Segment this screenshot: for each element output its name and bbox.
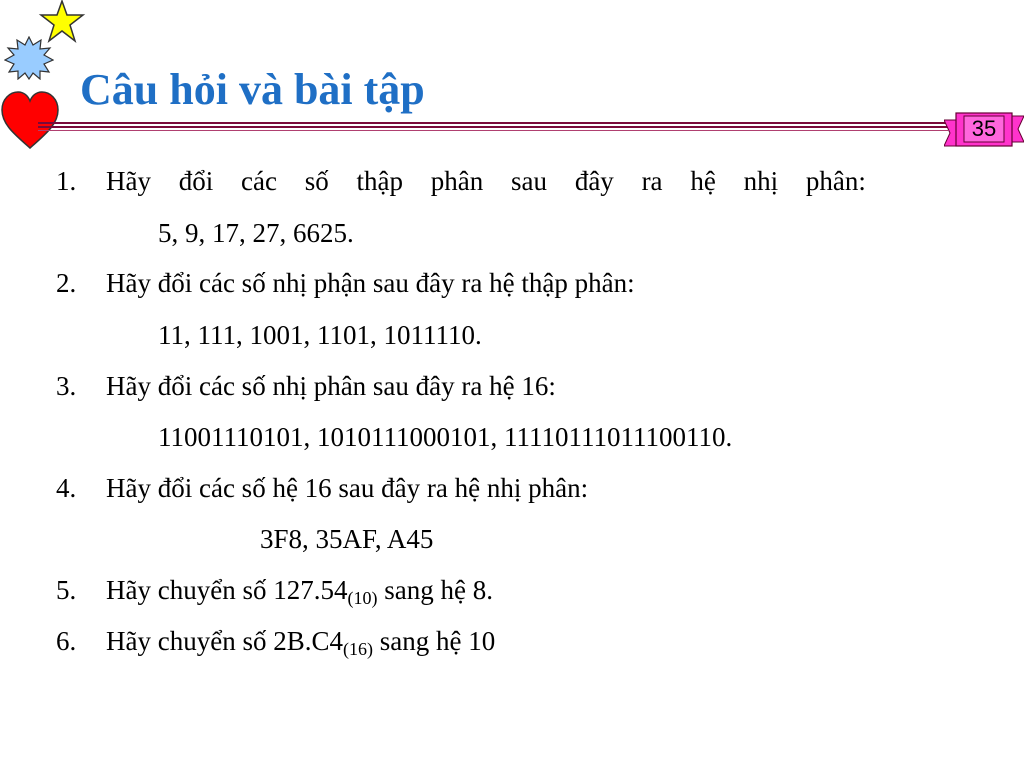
question-word: số [304,166,329,196]
question-text: Hãy đổi các số hệ 16 sau đây ra hệ nhị phân: [106,473,589,503]
question-number: 4. [56,473,77,503]
question-word: hệ [690,166,716,196]
question-text-end: sang hệ 10 [372,626,496,656]
question-word: sau [511,166,548,196]
question-word: phân: [805,166,866,196]
title-divider [38,122,948,131]
question-2-values: 11, 111, 1001, 1101, 1011110. [158,320,482,350]
question-number: 3. [56,371,77,401]
burst-icon [4,36,54,80]
question-text: Hãy đổi các số nhị phận sau đây ra hệ thập phân: [106,268,635,298]
question-4 [56,473,588,504]
base-subscript: (16) [342,639,373,659]
question-3 [56,371,556,402]
question-6 [56,626,495,657]
question-word: các [241,166,277,196]
question-number: 1. [56,166,77,196]
question-word: đây [574,166,614,196]
question-text: Hãy chuyển số 2B.C4 [106,626,343,656]
base-subscript: (10) [347,588,378,608]
question-number: 6. [56,626,77,656]
question-text: Hãy chuyển số 127.54 [106,575,348,605]
question-word: phân [430,166,484,196]
question-3-values: 11001110101, 1010111000101, 11110111011100110. [158,422,733,452]
question-2 [56,268,635,299]
question-text-end: sang hệ 8. [377,575,493,605]
heart-icon [0,90,60,152]
question-text: Hãy đổi các số nhị phân sau đây ra hệ 16: [106,371,556,401]
question-1-values: 5, 9, 17, 27, 6625. [158,218,354,248]
question-word: đổi [178,166,214,196]
question-number: 5. [56,575,77,605]
question-number: 2. [56,268,77,298]
question-1 [56,166,866,197]
question-word: Hãy [106,166,151,196]
question-word: ra [641,166,663,196]
question-5 [56,575,493,606]
slide-title: Câu hỏi và bài tập [80,65,425,114]
question-text [106,166,866,197]
question-4-values: 3F8, 35AF, A45 [260,524,434,554]
question-word: thập [356,166,404,196]
page-number: 35 [971,116,997,141]
question-word: nhị [743,166,779,196]
